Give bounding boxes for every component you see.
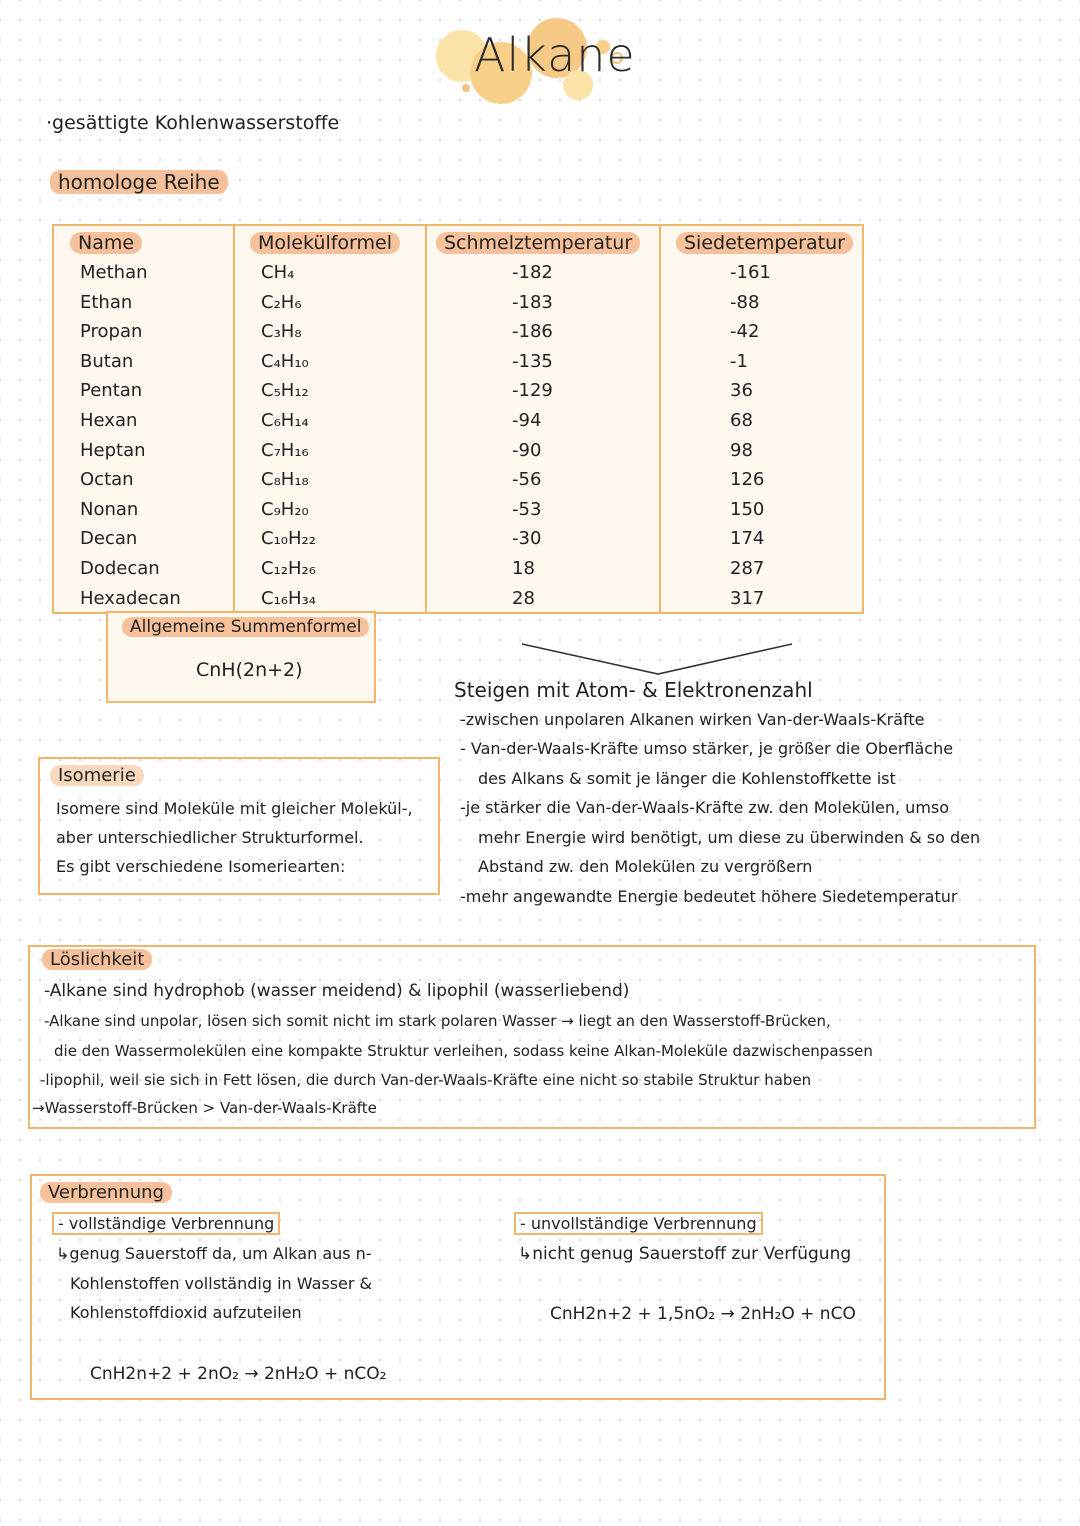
intro-text: ·gesättigte Kohlenwasserstoffe (46, 112, 340, 134)
table-cell-formula: CH₄ (261, 262, 295, 283)
table-cell-formula: C₁₆H₃₄ (261, 588, 316, 609)
summenformel-formula: CnH(2n+2) (196, 659, 303, 681)
trend-line: mehr Energie wird benötigt, um diese zu überwinden & so den (478, 828, 981, 847)
table-cell-name: Hexadecan (80, 588, 181, 609)
verbrennung-box (30, 1174, 886, 1400)
page-title: Alkane (474, 28, 636, 82)
incomplete-label: - unvollständige Verbrennung (514, 1212, 763, 1235)
complete-line: ↳genug Sauerstoff da, um Alkan aus n- (56, 1244, 372, 1263)
table-cell-boil: 174 (730, 528, 765, 549)
table-cell-melt: 28 (512, 588, 535, 609)
table-cell-melt: -186 (512, 321, 553, 342)
table-cell-boil: -161 (730, 262, 771, 283)
table-cell-formula: C₁₂H₂₆ (261, 558, 316, 579)
trend-bracket (520, 640, 796, 680)
trend-line: -mehr angewandte Energie bedeutet höhere Siedetemperatur (460, 887, 958, 906)
table-cell-melt: -135 (512, 351, 553, 372)
table-cell-name: Methan (80, 262, 148, 283)
table-cell-name: Hexan (80, 410, 138, 431)
summenformel-box (106, 611, 376, 703)
isomerie-line: Es gibt verschiedene Isomeriearten: (56, 857, 346, 876)
complete-line: Kohlenstoffdioxid aufzuteilen (70, 1303, 302, 1322)
trend-heading: Steigen mit Atom- & Elektronenzahl (454, 678, 813, 702)
loeslichkeit-line: -Alkane sind hydrophob (wasser meidend) & lipophil (wasserliebend) (44, 981, 630, 1001)
table-cell-formula: C₈H₁₈ (261, 469, 309, 490)
verbrennung-label: Verbrennung (40, 1182, 172, 1203)
homologe-heading: homologe Reihe (50, 170, 228, 194)
table-header-boil: Siedetemperatur (676, 232, 853, 254)
table-cell-boil: 98 (730, 440, 753, 461)
table-cell-formula: C₅H₁₂ (261, 380, 309, 401)
complete-line: Kohlenstoffen vollständig in Wasser & (70, 1274, 373, 1293)
incomplete-equation: CnH2n+2 + 1,5nO₂ → 2nH₂O + nCO (550, 1304, 856, 1324)
summenformel-label: Allgemeine Summenformel (122, 617, 369, 637)
table-cell-name: Heptan (80, 440, 146, 461)
table-cell-formula: C₁₀H₂₂ (261, 528, 316, 549)
table-cell-boil: -88 (730, 292, 760, 313)
isomerie-box (38, 757, 440, 895)
table-cell-boil: 317 (730, 588, 765, 609)
table-cell-name: Propan (80, 321, 143, 342)
table-cell-formula: C₇H₁₆ (261, 440, 309, 461)
table-cell-melt: -53 (512, 499, 542, 520)
loeslichkeit-box (28, 945, 1036, 1129)
table-cell-melt: 18 (512, 558, 535, 579)
table-cell-boil: 68 (730, 410, 753, 431)
table-cell-name: Octan (80, 469, 134, 490)
table-cell-formula: C₉H₂₀ (261, 499, 309, 520)
complete-equation: CnH2n+2 + 2nO₂ → 2nH₂O + nCO₂ (90, 1364, 387, 1384)
trend-line: Abstand zw. den Molekülen zu vergrößern (478, 857, 813, 876)
loeslichkeit-line: -lipophil, weil sie sich in Fett lösen, die durch Van-der-Waals-Kräfte eine nicht so stabile Struktur haben (40, 1071, 812, 1089)
loeslichkeit-line: die den Wassermolekülen eine kompakte Struktur verleihen, sodass keine Alkan-Moleküle dazwischenpassen (54, 1042, 873, 1060)
table-header-melt: Schmelztemperatur (436, 232, 640, 254)
trend-line: -zwischen unpolaren Alkanen wirken Van-der-Waals-Kräfte (460, 710, 925, 729)
table-cell-melt: -90 (512, 440, 542, 461)
table-header-name: Name (70, 232, 142, 254)
table-cell-boil: -42 (730, 321, 760, 342)
table-cell-formula: C₂H₆ (261, 292, 302, 313)
table-cell-boil: 287 (730, 558, 765, 579)
table-cell-melt: -183 (512, 292, 553, 313)
title-bubble (462, 84, 470, 92)
table-cell-name: Ethan (80, 292, 133, 313)
table-cell-name: Pentan (80, 380, 143, 401)
table-cell-melt: -94 (512, 410, 542, 431)
isomerie-line: Isomere sind Moleküle mit gleicher Molekül-, (56, 799, 413, 818)
isomerie-label: Isomerie (50, 765, 144, 786)
table-cell-melt: -129 (512, 380, 553, 401)
table-cell-formula: C₆H₁₄ (261, 410, 309, 431)
table-cell-formula: C₄H₁₀ (261, 351, 309, 372)
table-cell-melt: -30 (512, 528, 542, 549)
table-cell-melt: -182 (512, 262, 553, 283)
table-header-formula: Molekülformel (250, 232, 400, 254)
table-cell-boil: 36 (730, 380, 753, 401)
alkane-table (52, 224, 864, 614)
loeslichkeit-label: Löslichkeit (42, 949, 152, 970)
trend-line: -je stärker die Van-der-Waals-Kräfte zw. den Molekülen, umso (460, 798, 950, 817)
table-cell-melt: -56 (512, 469, 542, 490)
complete-label: - vollständige Verbrennung (52, 1212, 280, 1235)
isomerie-line: aber unterschiedlicher Strukturformel. (56, 828, 364, 847)
table-cell-boil: 126 (730, 469, 765, 490)
loeslichkeit-line: →Wasserstoff-Brücken > Van-der-Waals-Kräfte (32, 1099, 377, 1117)
table-cell-name: Dodecan (80, 558, 160, 579)
incomplete-line: ↳nicht genug Sauerstoff zur Verfügung (518, 1244, 852, 1264)
table-cell-formula: C₃H₈ (261, 321, 302, 342)
trend-line: des Alkans & somit je länger die Kohlenstoffkette ist (478, 769, 896, 788)
table-cell-name: Nonan (80, 499, 139, 520)
table-cell-boil: 150 (730, 499, 765, 520)
trend-line: - Van-der-Waals-Kräfte umso stärker, je größer die Oberfläche (460, 739, 954, 758)
table-cell-name: Butan (80, 351, 134, 372)
table-cell-boil: -1 (730, 351, 748, 372)
table-cell-name: Decan (80, 528, 138, 549)
loeslichkeit-line: -Alkane sind unpolar, lösen sich somit nicht im stark polaren Wasser → liegt an den Wasserstoff-Brücken, (44, 1012, 831, 1030)
